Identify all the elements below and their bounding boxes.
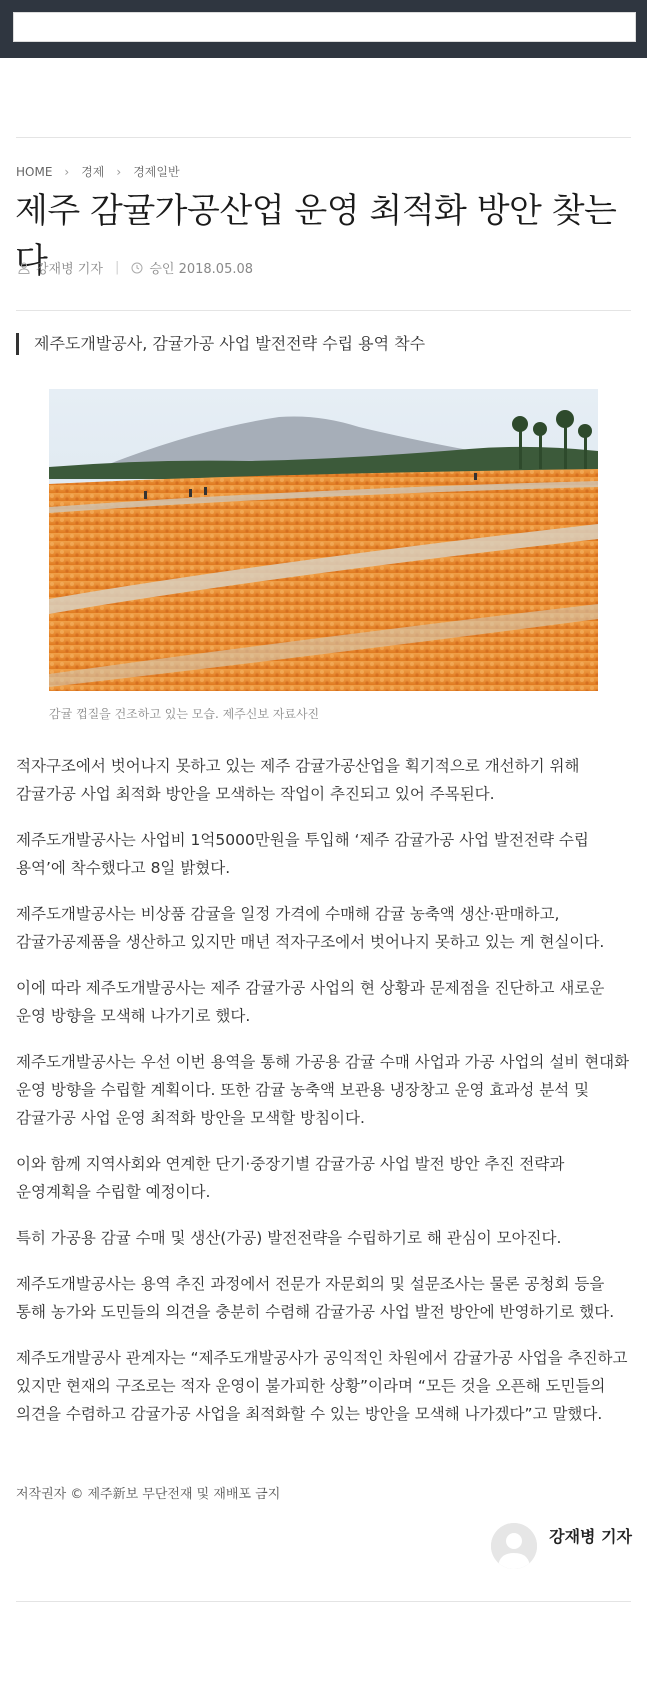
reporter-box[interactable] bbox=[491, 1523, 632, 1569]
breadcrumb-home[interactable]: HOME bbox=[16, 164, 53, 179]
paragraph: 제주도개발공사는 우선 이번 용역을 통해 가공용 감귤 수매 사업과 가공 사업의 설비 현대화 운영 방향을 수립할 계획이다. 또한 감귤 농축액 보관용 냉장창고 운영 효과성 분석 및 감귤가공 사업 운영 최적화 방안을 모색할 방침이다. bbox=[16, 1053, 630, 1127]
photo-caption: 감귤 껍질을 건조하고 있는 모습. 제주신보 자료사진 bbox=[49, 707, 320, 721]
approved-date: 승인 2018.05.08 bbox=[149, 262, 254, 277]
clock-icon bbox=[131, 262, 143, 274]
orange-peel-field-image bbox=[49, 389, 598, 691]
footer-divider bbox=[16, 1601, 631, 1602]
breadcrumb bbox=[16, 163, 180, 180]
article-title: 제주 감귤가공산업 운영 최적화 방안 찾는다 bbox=[15, 191, 617, 281]
paragraph: 이와 함께 지역사회와 연계한 단기·중장기별 감귤가공 사업 발전 방안 추진 전략과 운영계획을 수립할 예정이다. bbox=[16, 1155, 565, 1201]
paragraph: 제주도개발공사 관계자는 “제주도개발공사가 공익적인 차원에서 감귤가공 사업을 추진하고 있지만 현재의 구조로는 적자 운영이 불가피한 상황”이라며 “모든 것을 오픈해 도민들의 의견을 수렴하고 감귤가공 사업을 최적화할 수 있는 방안을 모색해 나가겠다”고 말했다. bbox=[16, 1349, 628, 1423]
top-bar bbox=[0, 0, 647, 58]
meta-divider-line bbox=[16, 310, 631, 311]
avatar-placeholder-icon bbox=[491, 1523, 537, 1569]
breadcrumb-subsection[interactable]: 경제일반 bbox=[133, 165, 180, 179]
article-photo[interactable] bbox=[49, 389, 598, 691]
article-meta bbox=[18, 258, 253, 277]
paragraph: 제주도개발공사는 용역 추진 과정에서 전문가 자문회의 및 설문조사는 물론 공청회 등을 통해 농가와 도민들의 의견을 충분히 수렴해 감귤가공 사업 발전 방안에 반영하기로 했다. bbox=[16, 1275, 615, 1321]
chevron-right-icon: › bbox=[64, 164, 70, 179]
paragraph: 제주도개발공사는 비상품 감귤을 일정 가격에 수매해 감귤 농축액 생산·판매하고, 감귤가공제품을 생산하고 있지만 매년 적자구조에서 벗어나지 못하고 있는 게 현실이다. bbox=[16, 905, 605, 951]
article-subtitle: 제주도개발공사, 감귤가공 사업 발전전략 수립 용역 착수 bbox=[16, 333, 425, 355]
copyright-notice: 저작권자 © 제주新보 무단전재 및 재배포 금지 bbox=[16, 1487, 281, 1502]
paragraph: 적자구조에서 벗어나지 못하고 있는 제주 감귤가공산업을 획기적으로 개선하기 위해 감귤가공 사업 최적화 방안을 모색하는 작업이 추진되고 있어 주목된다. bbox=[16, 757, 580, 803]
reporter-name[interactable]: 강재병 기자 bbox=[549, 1526, 632, 1546]
user-icon bbox=[18, 262, 30, 274]
paragraph: 특히 가공용 감귤 수매 및 생산(가공) 발전전략을 수립하기로 해 관심이 모아진다. bbox=[16, 1229, 562, 1247]
article-body bbox=[16, 752, 633, 1446]
avatar bbox=[491, 1523, 537, 1569]
meta-divider: | bbox=[114, 260, 120, 275]
breadcrumb-section[interactable]: 경제 bbox=[81, 165, 105, 179]
author-name[interactable]: 강재병 기자 bbox=[36, 262, 103, 277]
paragraph: 이에 따라 제주도개발공사는 제주 감귤가공 사업의 현 상황과 문제점을 진단하고 새로운 운영 방향을 모색해 나가기로 했다. bbox=[16, 979, 605, 1025]
search-input[interactable] bbox=[13, 12, 636, 42]
paragraph: 제주도개발공사는 사업비 1억5000만원을 투입해 ‘제주 감귤가공 사업 발전전략 수립 용역’에 착수했다고 8일 밝혔다. bbox=[16, 831, 589, 877]
chevron-right-icon: › bbox=[116, 164, 122, 179]
header-divider bbox=[16, 137, 631, 138]
